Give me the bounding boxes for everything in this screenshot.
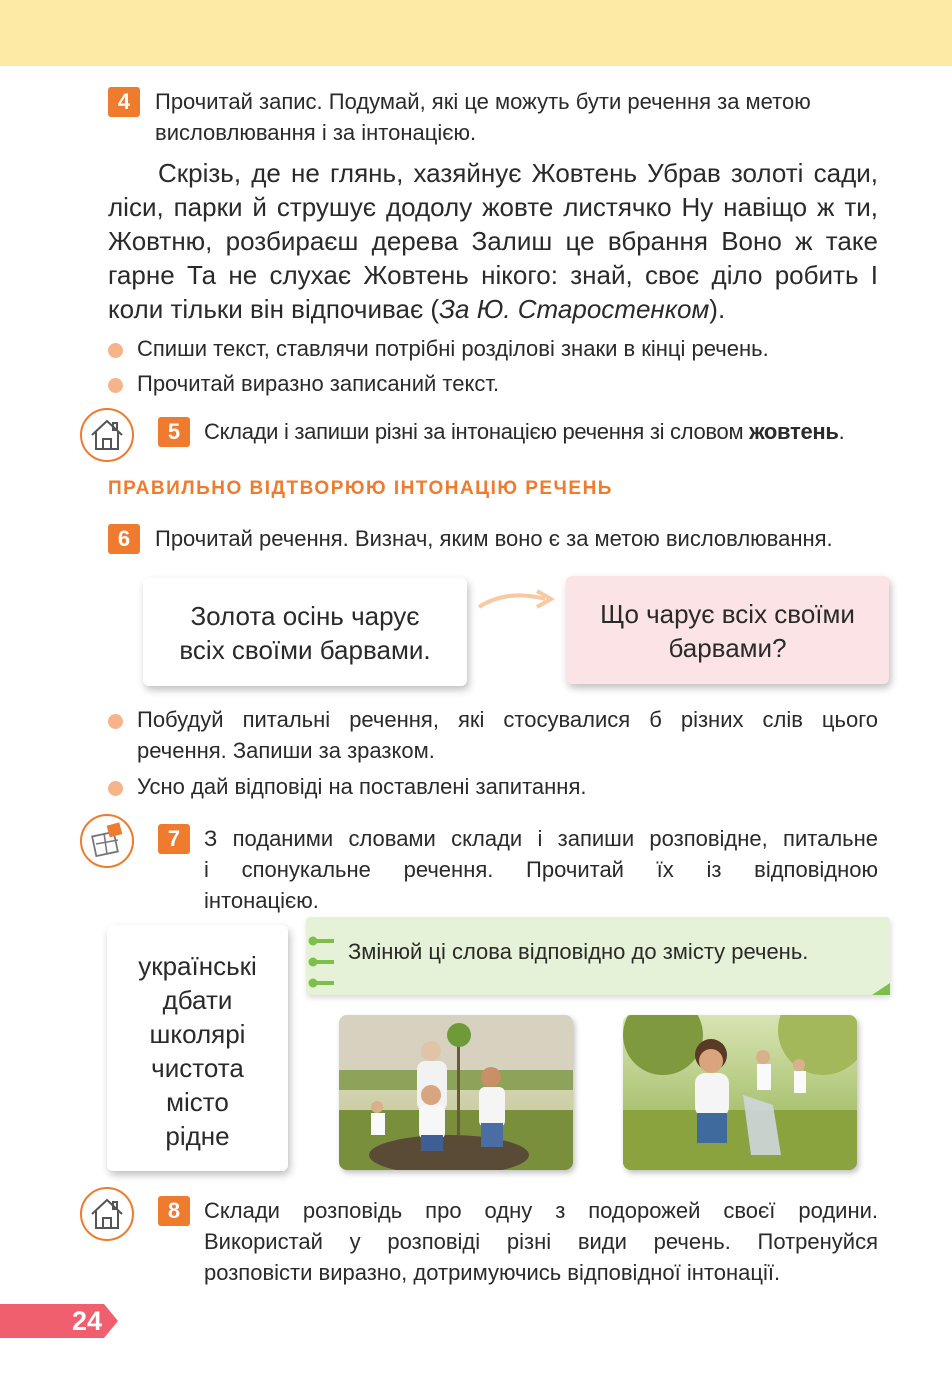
task-6-number: 6	[108, 524, 140, 554]
photo-planting-tree	[339, 1015, 573, 1170]
sentence-card-narrative: Золота осінь чарує всіх своїми барвами.	[143, 578, 467, 686]
top-header-band	[0, 0, 952, 66]
hint-strip	[306, 917, 890, 995]
task-7-number: 7	[158, 824, 190, 854]
word-item: українські	[138, 951, 257, 981]
page-number: 24	[72, 1306, 103, 1336]
home-icon	[80, 408, 134, 462]
task-4-bullet-1: Спиши текст, ставлячи потрібні розділові знаки в кінці речень.	[108, 333, 878, 364]
task-4-text-body: Скрізь, де не глянь, хазяйнує Жовтень Убрав золоті сади, ліси, парки й струшує додолу жовте листячко Ну навіщо ж ти, Жовтню, розбираєш дерева Залиш це вбрання Воно ж таке гарне Та не слухає Жовтень нікого: знай, своє діло робить І коли тільки він відпочиває (	[108, 158, 878, 324]
arrow-right-icon	[477, 585, 557, 615]
task-4-number: 4	[108, 87, 140, 117]
task-5-bold-word: жовтень	[749, 419, 839, 444]
home-icon	[80, 1187, 134, 1241]
task-4-instruction-line2: висловлювання і за інтонацією.	[155, 120, 477, 145]
task-6-instruction: Прочитай речення. Визнач, яким воно є за метою висловлювання.	[155, 526, 833, 551]
task-6-bullet-2: Усно дай відповіді на поставлені запитання.	[108, 771, 878, 802]
task-5-text: Склади і запиши різні за інтонацією речення зі словом жовтень.	[204, 419, 845, 444]
bullet-dot	[108, 378, 123, 393]
word-item: місто	[166, 1087, 229, 1117]
word-item: дбати	[162, 985, 233, 1015]
task-4-instruction-line1: Прочитай запис. Подумай, які це можуть бути речення за метою	[155, 89, 811, 114]
task-4-instruction	[155, 86, 880, 148]
word-item: рідне	[165, 1121, 230, 1151]
bullet-dot	[108, 343, 123, 358]
word-list-card	[107, 925, 288, 1171]
puzzle-icon	[80, 814, 134, 868]
bullet-dot	[108, 714, 123, 729]
sentence-card-question: Що чарує всіх своїми барвами?	[566, 576, 889, 684]
hint-text: Змінюй ці слова відповідно до змісту речень.	[348, 939, 809, 964]
word-item: чистота	[151, 1053, 244, 1083]
list-marker-icon	[306, 933, 340, 991]
task-6-bullet-1: Побудуй питальні речення, які стосувалися б різних слів цього речення. Запиши за зразком.	[108, 704, 878, 766]
hint-fold	[872, 983, 890, 995]
photo-cleaning-park	[623, 1015, 857, 1170]
task-8-number: 8	[158, 1196, 190, 1226]
task-5-number: 5	[158, 417, 190, 447]
task-4-bullet-2: Прочитай виразно записаний текст.	[108, 368, 878, 399]
task-8-text: Склади розповідь про одну з подорожей своєї родини. Використай у розповіді різні види речень. Потренуйся розповісти виразно, дотримуючись відповідної інтонації.	[204, 1198, 878, 1285]
section-heading: ПРАВИЛЬНО ВІДТВОРЮЮ ІНТОНАЦІЮ РЕЧЕНЬ	[108, 478, 613, 499]
word-item: школярі	[149, 1019, 246, 1049]
task-4-text-author: За Ю. Старостенком	[439, 294, 710, 324]
task-7-text: З поданими словами склади і запиши розповідне, питальне і спонукальне речення. Прочитай їх із відповідною інтонацією.	[204, 826, 878, 913]
bullet-dot	[108, 781, 123, 796]
task-4-text-end: ).	[709, 294, 726, 324]
task-4-text	[108, 156, 878, 326]
